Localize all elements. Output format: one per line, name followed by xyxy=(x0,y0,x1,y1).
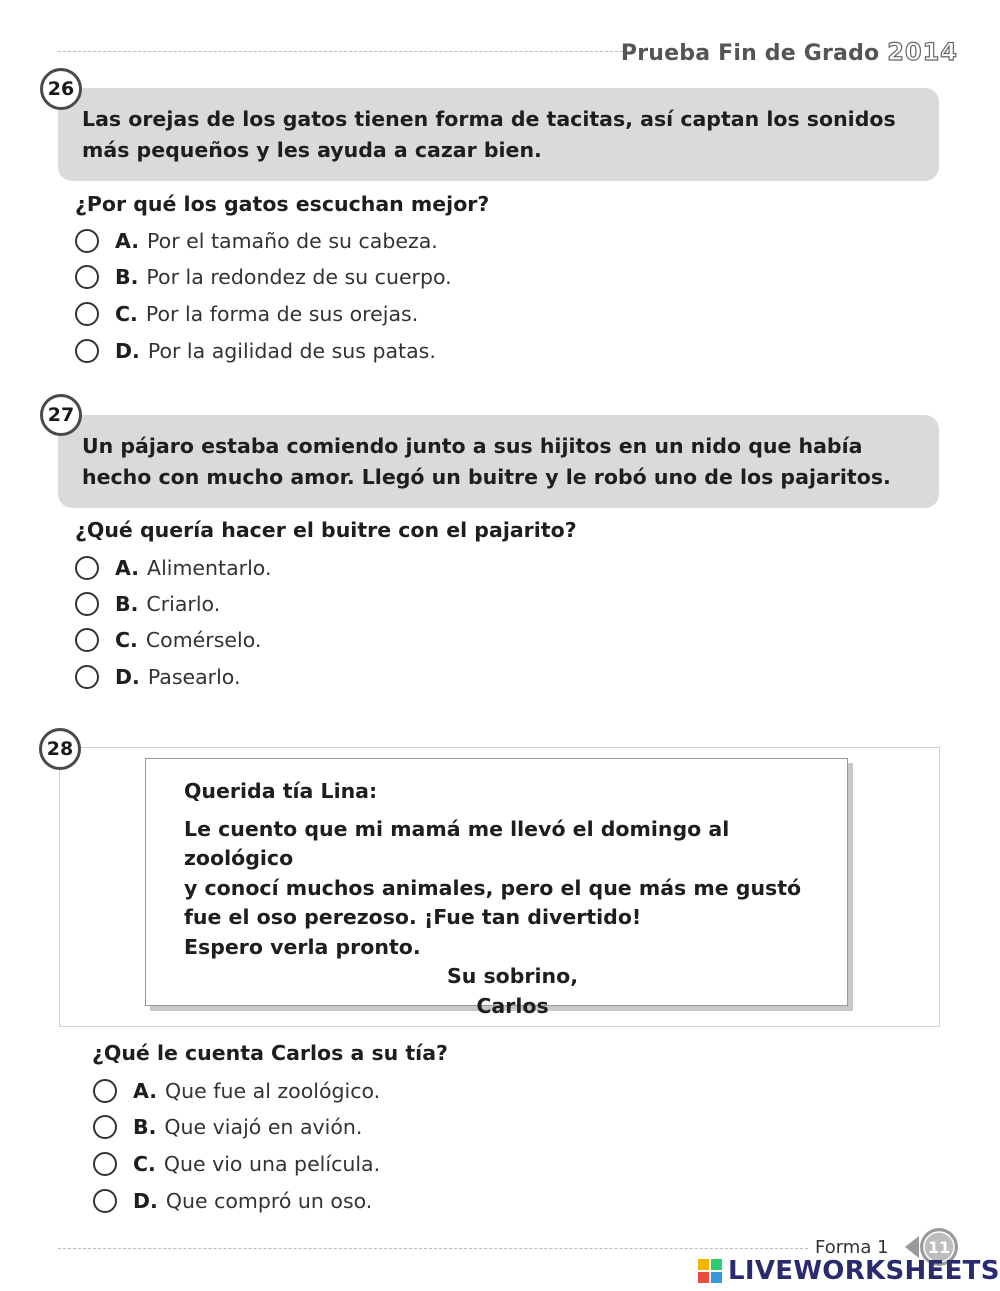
q28-option-a[interactable] xyxy=(93,1076,380,1106)
option-letter: C. xyxy=(133,1152,156,1176)
logo-grid-icon xyxy=(698,1259,722,1283)
letter-card xyxy=(145,758,848,1018)
q27-option-c[interactable] xyxy=(75,625,261,655)
q28-option-c-radio[interactable] xyxy=(93,1152,117,1176)
q26-option-b-radio[interactable] xyxy=(75,265,99,289)
header-year: 2014 xyxy=(887,38,958,66)
option-text: Criarlo. xyxy=(146,592,221,616)
q26-option-a[interactable] xyxy=(75,226,438,256)
option-letter: B. xyxy=(115,592,139,616)
q28-option-d[interactable] xyxy=(93,1186,372,1216)
passage-27: Un pájaro estaba comiendo junto a sus hijitos en un nido que había hecho con mucho amor. Llegó un buitre y le robó uno de los pajaritos. xyxy=(58,415,939,508)
option-text: Por el tamaño de su cabeza. xyxy=(147,229,438,253)
q27-option-a-radio[interactable] xyxy=(75,556,99,580)
q27-option-b[interactable] xyxy=(75,589,220,619)
option-letter: A. xyxy=(115,556,140,580)
option-letter: A. xyxy=(133,1079,158,1103)
letter-signature: Carlos xyxy=(476,993,549,1018)
letter-closing: Su sobrino, xyxy=(446,964,579,988)
q27-option-c-radio[interactable] xyxy=(75,628,99,652)
q27-option-d-radio[interactable] xyxy=(75,665,99,689)
option-letter: A. xyxy=(115,229,140,253)
q28-option-d-radio[interactable] xyxy=(93,1189,117,1213)
logo-square xyxy=(711,1259,722,1270)
q26-option-c[interactable] xyxy=(75,299,418,329)
question-number-27: 27 xyxy=(40,394,82,436)
logo-square xyxy=(698,1272,709,1283)
q26-option-b[interactable] xyxy=(75,262,452,292)
option-text: Comérselo. xyxy=(145,628,262,652)
option-letter: B. xyxy=(133,1115,157,1139)
letter-line: Le cuento que mi mamá me llevó el domingo al zoológico xyxy=(184,816,730,870)
q28-option-c[interactable] xyxy=(93,1149,380,1179)
letter-line: fue el oso perezoso. ¡Fue tan divertido! xyxy=(184,905,642,929)
page-header-title xyxy=(621,38,958,66)
option-letter: B. xyxy=(115,265,139,289)
option-text: Que compró un oso. xyxy=(165,1189,373,1213)
q26-option-a-radio[interactable] xyxy=(75,229,99,253)
q27-option-d[interactable] xyxy=(75,662,241,692)
q26-option-d[interactable] xyxy=(75,336,436,366)
option-letter: D. xyxy=(115,339,140,363)
option-text: Por la redondez de su cuerpo. xyxy=(146,265,452,289)
option-letter: D. xyxy=(133,1189,158,1213)
logo-square xyxy=(711,1272,722,1283)
letter-line: y conocí muchos animales, pero el que más me gustó xyxy=(184,875,802,900)
letter-greeting: Querida tía Lina: xyxy=(184,779,378,803)
q27-option-a[interactable] xyxy=(75,553,271,583)
option-text: Por la agilidad de sus patas. xyxy=(147,339,436,363)
footer-divider xyxy=(58,1248,808,1249)
question-26-prompt: ¿Por qué los gatos escuchan mejor? xyxy=(75,192,490,216)
question-number-28: 28 xyxy=(39,728,81,770)
q26-option-c-radio[interactable] xyxy=(75,302,99,326)
option-text: Que vio una película. xyxy=(163,1152,381,1176)
q26-option-d-radio[interactable] xyxy=(75,339,99,363)
header-divider xyxy=(58,51,623,52)
header-title-text: Prueba Fin de Grado xyxy=(620,41,880,66)
option-text: Que viajó en avión. xyxy=(164,1115,363,1139)
option-letter: C. xyxy=(115,628,138,652)
option-letter: D. xyxy=(115,665,140,689)
option-text: Que fue al zoológico. xyxy=(165,1079,381,1103)
question-number-26: 26 xyxy=(40,68,82,110)
form-label: Forma 1 xyxy=(815,1237,889,1258)
letter-line: Espero verla pronto. xyxy=(184,934,421,959)
question-28-prompt: ¿Qué le cuenta Carlos a su tía? xyxy=(92,1041,448,1065)
q28-option-b-radio[interactable] xyxy=(93,1115,117,1139)
q27-option-b-radio[interactable] xyxy=(75,592,99,616)
q28-option-a-radio[interactable] xyxy=(93,1079,117,1103)
q28-option-b[interactable] xyxy=(93,1112,362,1142)
page-number: 11 xyxy=(927,1238,951,1257)
logo-square xyxy=(698,1259,709,1270)
option-text: Alimentarlo. xyxy=(147,556,272,580)
question-27-prompt: ¿Qué quería hacer el buitre con el pajarito? xyxy=(75,518,577,542)
liveworksheets-logo[interactable] xyxy=(698,1256,1000,1286)
passage-26: Las orejas de los gatos tienen forma de tacitas, así captan los sonidos más pequeños y les ayuda a cazar bien. xyxy=(58,88,939,181)
option-text: Pasearlo. xyxy=(147,665,241,689)
option-letter: C. xyxy=(115,302,138,326)
option-text: Por la forma de sus orejas. xyxy=(145,302,419,326)
brand-name: LIVEWORKSHEETS xyxy=(728,1256,1000,1286)
